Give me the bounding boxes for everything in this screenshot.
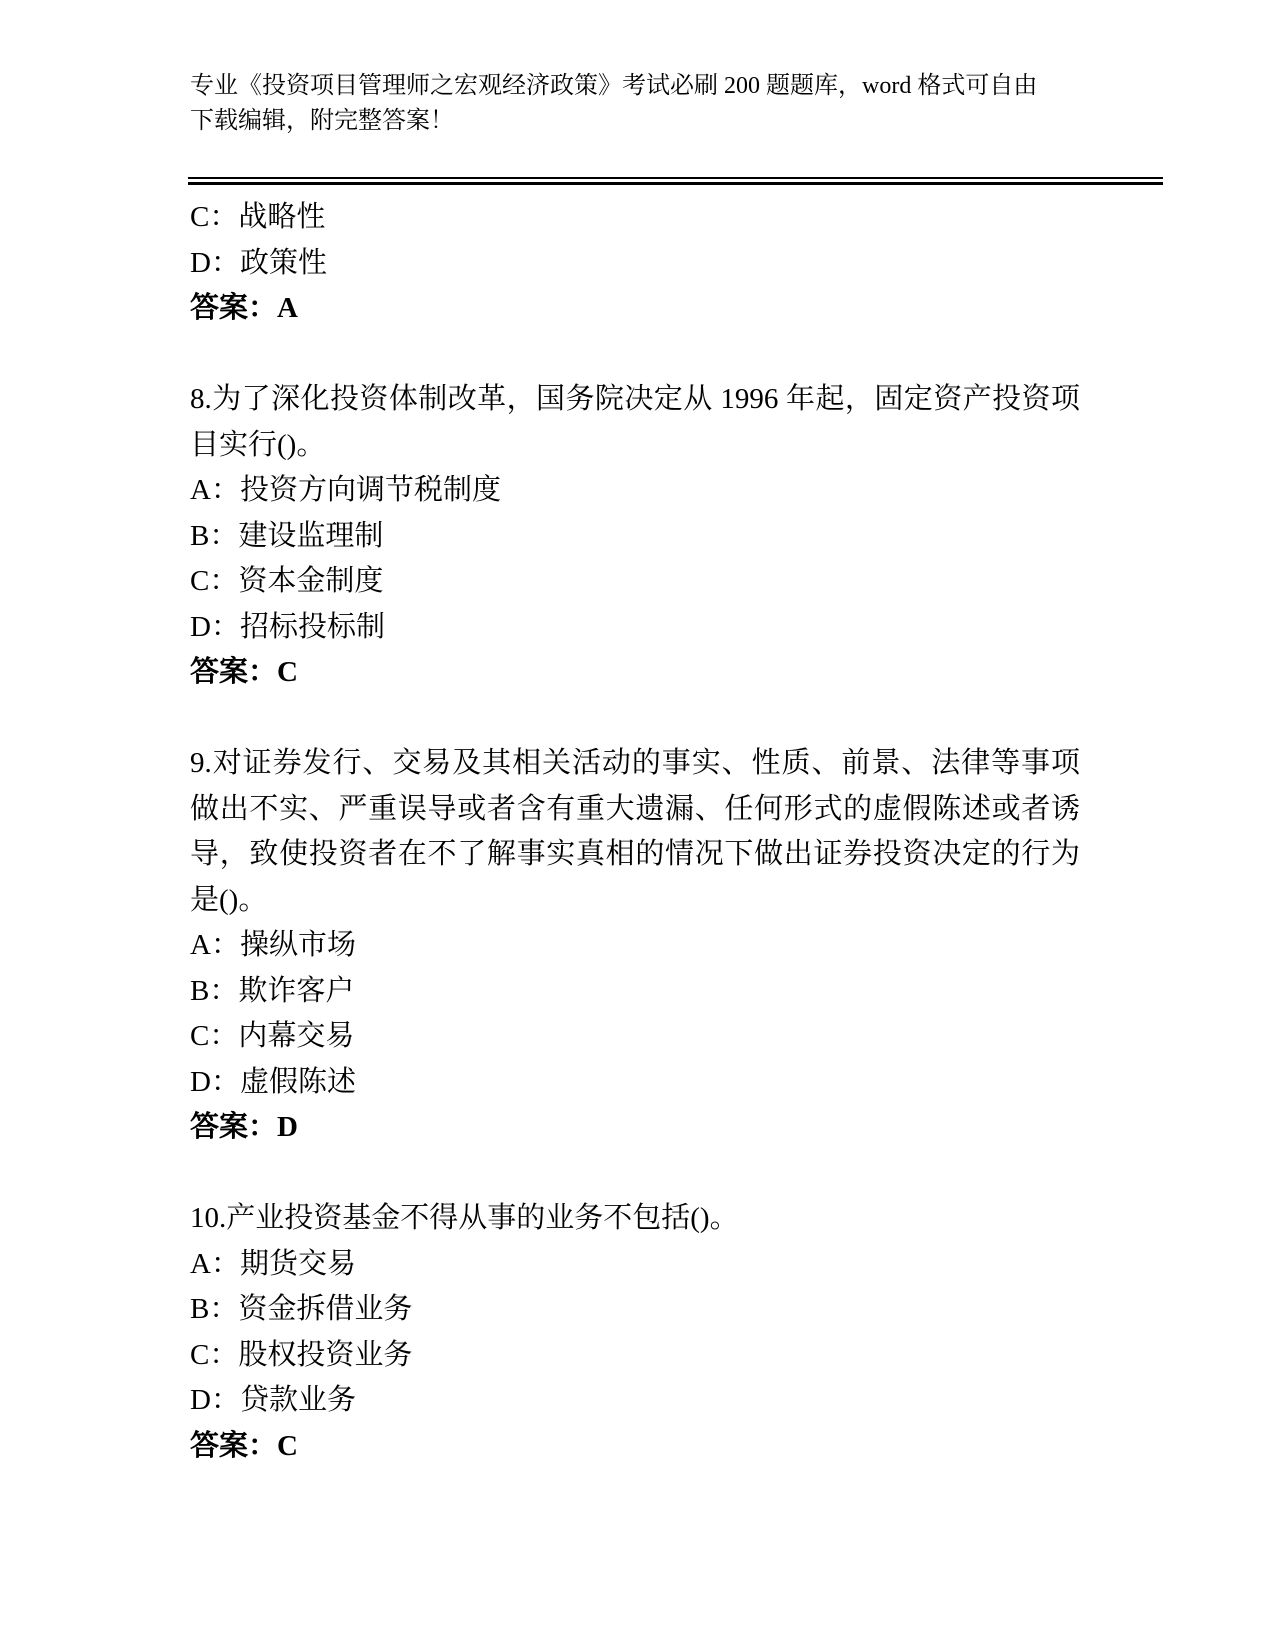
- option-line: C：战略性: [190, 201, 326, 233]
- answer-line: 答案：A: [190, 292, 298, 324]
- option-line: D：贷款业务: [190, 1384, 356, 1416]
- blank-line: [190, 332, 1080, 378]
- option-line: B：欺诈客户: [190, 974, 355, 1007]
- question-text: 9.对证券发行、交易及其相关活动的事实、性质、前景、法律等事项做出不实、严重误导或者含有重大遗漏、任何形式的虚假陈述或者诱导，致使投资者在不了解事实真相的情况下做出证券投资决定的行为是()。: [190, 747, 1080, 916]
- header-text-line-1: 专业《投资项目管理师之宏观经济政策》考试必刷 200 题题库，word 格式可自由: [190, 73, 1038, 99]
- blank-line: [190, 1151, 1080, 1197]
- question-text: 10.产业投资基金不得从事的业务不包括()。: [190, 1202, 739, 1234]
- option-line: A：操纵市场: [190, 929, 356, 961]
- exam-content: [190, 195, 1080, 1469]
- answer-line: 答案：C: [190, 1429, 298, 1462]
- option-line: C：资本金制度: [190, 565, 384, 597]
- question-text: 8.为了深化投资体制改革，国务院决定从 1996 年起，固定资产投资项目实行()。: [190, 383, 1080, 461]
- header-text-line-2: 下载编辑，附完整答案！: [190, 108, 454, 134]
- option-line: B：资金拆借业务: [190, 1293, 413, 1325]
- page-header: [190, 69, 1037, 139]
- option-line: B：建设监理制: [190, 519, 384, 552]
- option-line: C：内幕交易: [190, 1020, 355, 1052]
- answer-line: 答案：C: [190, 656, 298, 688]
- header-divider-double-rule: [188, 177, 1163, 185]
- option-line: D：虚假陈述: [190, 1065, 356, 1098]
- answer-line: 答案：D: [190, 1111, 298, 1143]
- option-line: C：股权投资业务: [190, 1338, 413, 1371]
- option-line: D：政策性: [190, 246, 327, 279]
- blank-line: [190, 696, 1080, 742]
- option-line: A：期货交易: [190, 1247, 356, 1280]
- option-line: A：投资方向调节税制度: [190, 474, 501, 506]
- option-line: D：招标投标制: [190, 610, 385, 643]
